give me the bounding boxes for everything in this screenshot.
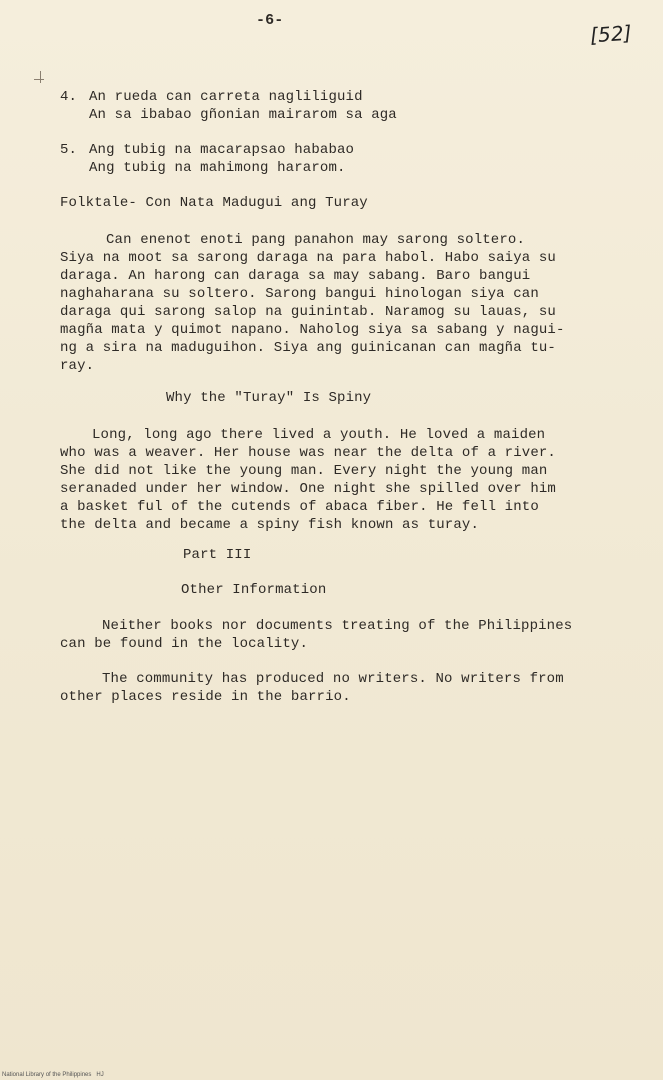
footer-archive-label: National Library of the Philippines HJ [2,1072,104,1078]
page-number: -6- [256,12,284,29]
riddle-line: Ang tubig na mahimong hararom. [89,160,346,176]
riddle-line: An rueda can carreta nagliliguid [89,89,363,105]
translation-line: Long, long ago there lived a youth. He loved a maiden [92,427,546,443]
other-paragraph-line: The community has produced no writers. No writers from [102,671,564,687]
translation-line: a basket ful of the cutends of abaca fiber. He fell into [60,499,539,515]
folktale-line: daraga. An harong can daraga sa may sabang. Baro bangui [60,268,531,284]
folktale-line: Can enenot enoti pang panahon may sarong soltero. [106,232,526,248]
archive-page-mark: [52] [589,20,633,48]
riddle-line: Ang tubig na macarapsao hababao [89,142,355,158]
folktale-line: daraga qui sarong salop na guinintab. Naramog su lauas, su [60,304,556,320]
margin-tick [40,71,41,83]
folktale-line: ray. [60,358,95,374]
folktale-heading: Folktale- Con Nata Madugui ang Turay [60,195,368,211]
part-heading: Part III [183,547,252,563]
translation-line: She did not like the young man. Every night the young man [60,463,548,479]
riddle-number: 4. [60,89,78,105]
translation-line: the delta and became a spiny fish known as turay. [60,517,480,533]
folktale-line: Siya na moot sa sarong daraga na para habol. Habo saiya su [60,250,556,266]
translation-line: seranaded under her window. One night she spilled over him [60,481,556,497]
folktale-line: ng a sira na maduguihon. Siya ang guinicanan can magña tu- [60,340,556,356]
other-information-heading: Other Information [181,582,327,598]
riddle-line: An sa ibabao gñonian mairarom sa aga [89,107,397,123]
other-paragraph-line: other places reside in the barrio. [60,689,351,705]
other-paragraph-line: Neither books nor documents treating of the Philippines [102,618,573,634]
folktale-line: magña mata y quimot napano. Naholog siya sa sabang y nagui- [60,322,565,338]
translation-line: who was a weaver. Her house was near the delta of a river. [60,445,556,461]
margin-tick [34,79,44,80]
folktale-line: naghaharana su soltero. Sarong bangui hinologan siya can [60,286,539,302]
translation-heading: Why the "Turay" Is Spiny [166,390,372,406]
riddle-number: 5. [60,142,78,158]
other-paragraph-line: can be found in the locality. [60,636,308,652]
